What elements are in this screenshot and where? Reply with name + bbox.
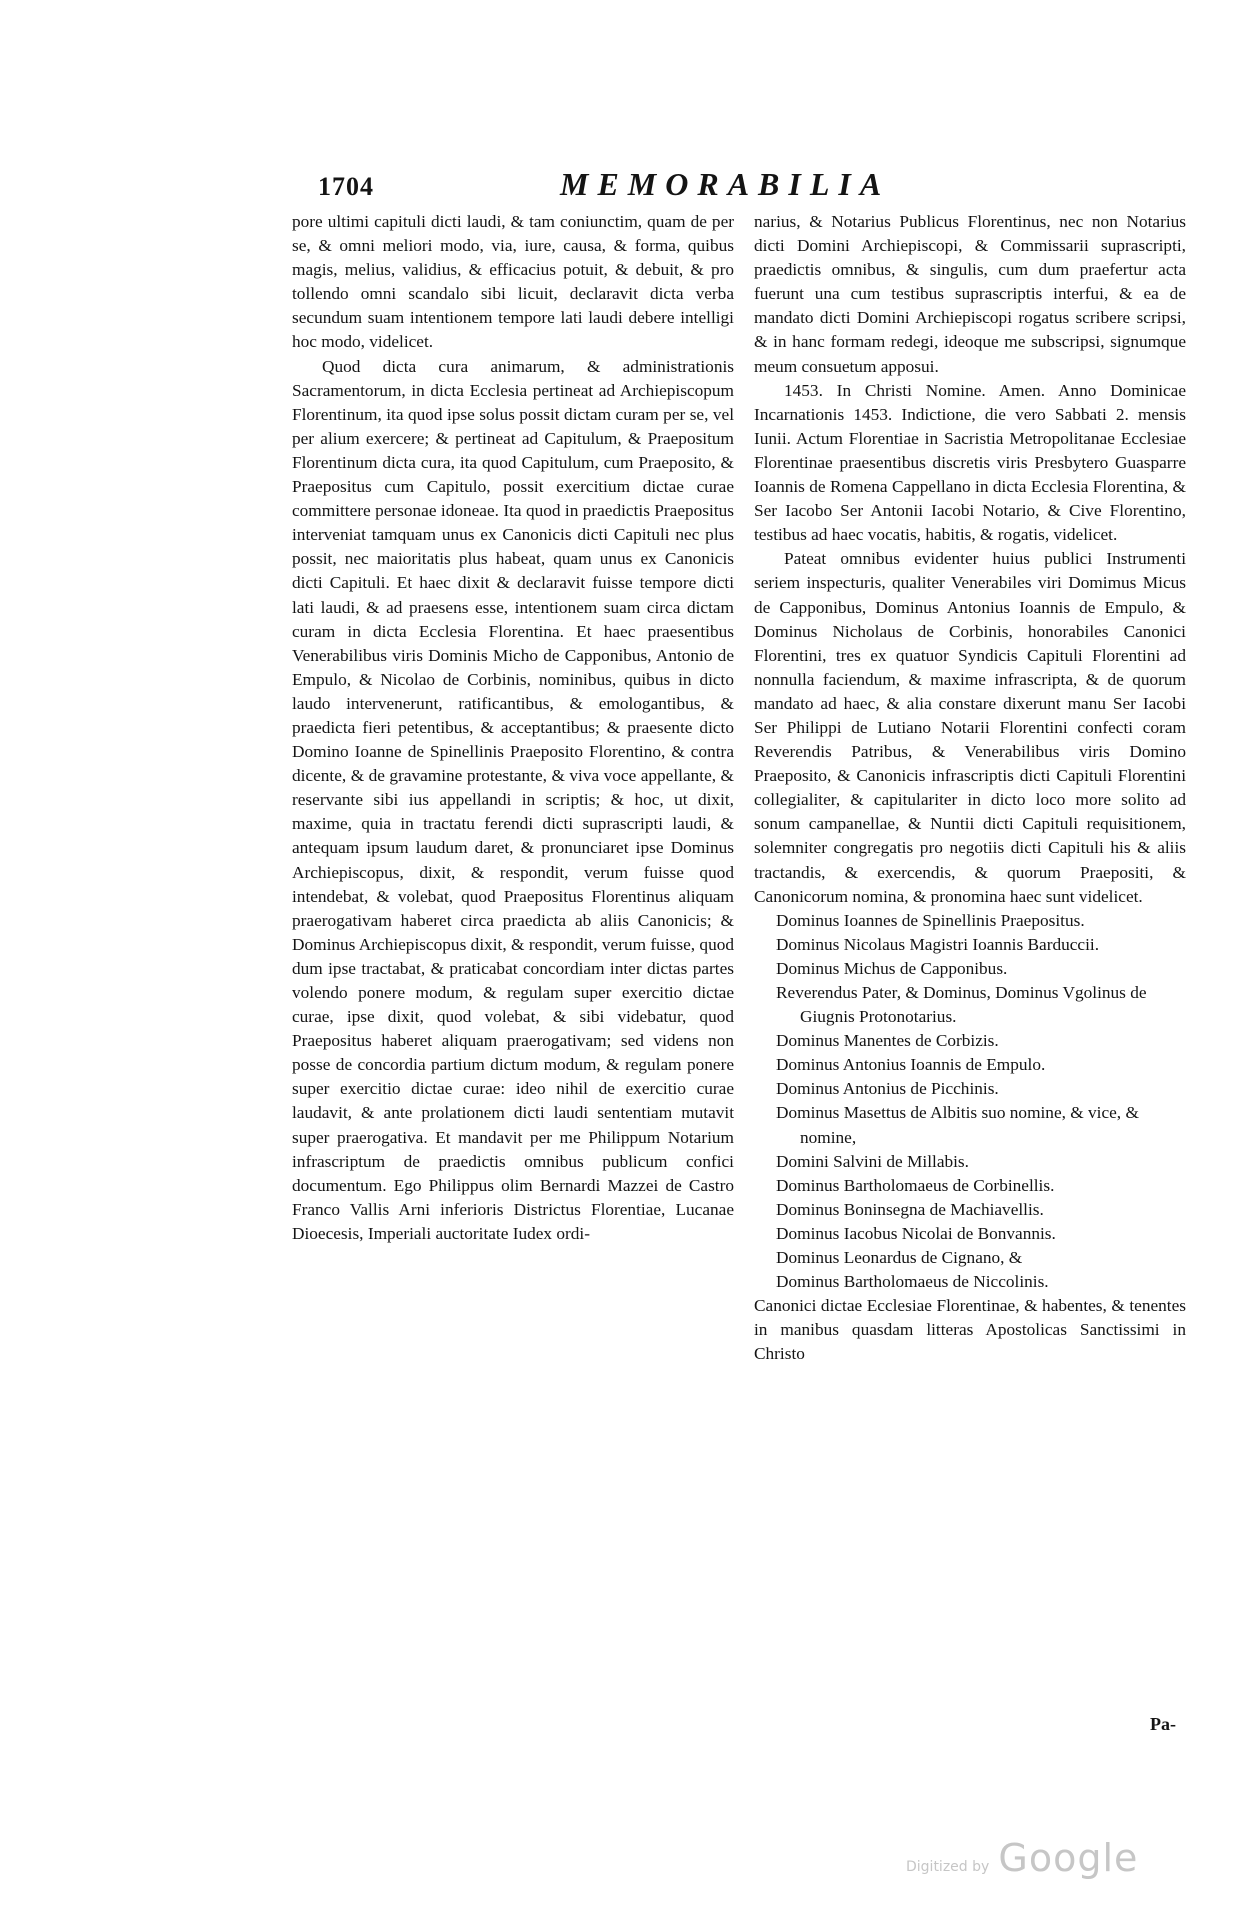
list-item: Dominus Antonius Ioannis de Empulo. <box>776 1055 1046 1075</box>
watermark-prefix: Digitized by <box>906 1859 990 1875</box>
list-item: Dominus Michus de Capponibus. <box>776 958 1008 978</box>
list-item: Dominus Antonius de Picchinis. <box>776 1079 999 1099</box>
list-item: Dominus Iacobus Nicolai de Bonvannis. <box>776 1223 1056 1243</box>
list-item: Dominus Nicolaus Magistri Ioannis Barduccii. <box>776 934 1100 954</box>
canons-list <box>754 909 1186 1295</box>
right-paragraph-4: Canonici dictae Ecclesiae Florentinae, & habentes, & tenentes in manibus quasdam litteras Apostolicas Sanctissimi in Christo <box>754 1296 1186 1364</box>
list-item: Dominus Bartholomaeus de Corbinellis. <box>776 1175 1055 1195</box>
left-paragraph-2: Quod dicta cura animarum, & administrationis Sacramentorum, in dicta Ecclesia pertineat ad Archiepiscopum Florentinum, ita quod ipse solus possit dictam curam per se, vel per alium exercere; & pertineat ad Capitulum, & Praepositum Florentinum dicta cura, ita quod Capitulum, cum Praeposito, & Praepositus cum Capitulo, possit exercitium dictae curae committere personae idoneae. Ita quod in praedictis Praepositus interveniat tamquam unus ex Canonicis dicti Capituli nec plus possit, nec maioritatis plus habeat, quam unus ex Canonicis dicti Capituli. Et haec dixit & declaravit fuisse tempore dicti lati laudi, & ad praesens esse, intentionem suam circa dictam curam in dicta Ecclesia Florentina. Et haec praesentibus Venerabilibus viris Dominis Micho de Capponibus, Antonio de Empulo, & Nicolao de Corbinis, nominibus, quibus in dicto laudo intervenerunt, ratificantibus, & emologantibus, & praedicta fieri petentibus, & acceptantibus; & praesente dicto Domino Ioanne de Spinellinis Praeposito Florentino, & contra dicente, & de gravamine protestante, & viva voce appellante, & reservante sibi ius appellandi in scriptis; & hoc, ut dixit, maxime, quia in tractatu ferendi dicti suprascripti laudi, & antequam ipsum laudum daret, & pronunciaret ipse Dominus Archiepiscopus, dixit, & respondit, verum fuisse quod intendebat, & volebat, quod Praepositus Florentinus aliquam praerogativam haberet circa praedicta ab aliis Canonicis; & Dominus Archiepiscopus dixit, & respondit, verum fuisse, quod dum ipse tractabat, & praticabat concordiam inter dictas partes volendo ponere modum, & regulam super exercitio dictae curae, ipse dixit, quod volebat, & sibi videbatur, quod Praepositus haberet aliquam praerogativam; sed videns non posse de concordia partium dictum modum, & regulam ponere super exercitio dictae curae: ideo nihil de exercitio curae laudavit, & ante prolationem dicti laudi sententiam mutavit super praerogativa. Et mandavit per me Philippum Notarium infrascriptum de praedictis omnibus publicum confici documentum. Ego Philippus olim Bernardi Mazzei de Castro Franco Vallis Arni inferioris Districtus Florentiae, Lucanae Dioecesis, Imperiali auctoritate Iudex ordi- <box>292 356 734 1243</box>
running-title: MEMORABILIA <box>560 166 891 202</box>
list-item: Dominus Ioannes de Spinellinis Praepositus. <box>776 910 1085 930</box>
list-item: Domini Salvini de Millabis. <box>776 1151 969 1171</box>
list-item: Dominus Boninsegna de Machiavellis. <box>776 1199 1044 1219</box>
list-item: Dominus Bartholomaeus de Niccolinis. <box>776 1272 1049 1292</box>
page-number: 1704 <box>318 172 374 201</box>
right-paragraph-3: Pateat omnibus evidenter huius publici Instrumenti seriem inspecturis, qualiter Venerabiles viri Domimus Micus de Capponibus, Dominus Antonius Ioannis de Empulo, & Dominus Nicholaus de Corbinis, honorabiles Canonici Florentini, tres ex quatuor Syndicis Capituli Florentini ad nonnulla faciendum, & maxime infrascripta, & de quorum mandato ad haec, & alia constare dixerunt manu Ser Iacobi Ser Philippi de Lutiano Notarii Florentini confecti coram Reverendis Patribus, & Venerabilibus viris Domino Praeposito, & Canonicis infrascriptis dicti Capituli Florentini collegialiter, & capitulariter in dicto loco more solito ad sonum campanellae, & Nuntii dicti Capituli requisitionem, solemniter congregatis pro negotiis dicti Capituli his & aliis tractandis, & exercendis, & quorum Praepositi, & Canonicorum nomina, & pronomina haec sunt videlicet. <box>754 549 1186 906</box>
list-item: Dominus Leonardus de Cignano, & <box>776 1248 1023 1268</box>
left-column <box>292 210 734 1246</box>
left-paragraph-1: pore ultimi capituli dicti laudi, & tam coniunctim, quam de per se, & omni meliori modo, via, iure, causa, & forma, quibus magis, melius, validius, & efficacius potuit, & debuit, & pro tollendo omni scandalo sibi licuit, declaravit dicta verba secundum suam intentionem tempore lati laudi debere intelligi hoc modo, videlicet. <box>292 212 734 352</box>
catchword: Pa- <box>1150 1714 1176 1734</box>
right-column <box>754 210 1186 1367</box>
google-logo: Google <box>998 1836 1139 1880</box>
list-item: Dominus Manentes de Corbizis. <box>776 1031 999 1051</box>
right-paragraph-2: 1453. In Christi Nomine. Amen. Anno Dominicae Incarnationis 1453. Indictione, die vero Sabbati 2. mensis Iunii. Actum Florentiae in Sacristia Metropolitanae Ecclesiae Florentinae praesentibus discretis viris Presbytero Guasparre Ioannis de Romena Cappellano in dicta Ecclesia Florentina, & Ser Iacobo Ser Antonii Iacobi Notario, & Cive Florentino, testibus ad haec vocatis, habitis, & rogatis, videlicet. <box>754 380 1186 545</box>
list-item: Reverendus Pater, & Dominus, Dominus Vgolinus de Giugnis Protonotarius. <box>776 983 1147 1027</box>
digitized-watermark <box>906 1836 1138 1880</box>
right-paragraph-1: narius, & Notarius Publicus Florentinus, nec non Notarius dicti Domini Archiepiscopi, & Commissarii suprascripti, praedictis omnibus, & singulis, cum dum praefertur acta fuerunt una cum testibus suprascriptis interfui, & ea de mandato dicti Domini Archiepiscopi rogatus scribere scripsi, & in hanc formam redegi, ideoque me subscripsi, signumque meum consuetum apposui. <box>754 212 1186 376</box>
list-item: Dominus Masettus de Albitis suo nomine, & vice, & nomine, <box>776 1103 1139 1147</box>
